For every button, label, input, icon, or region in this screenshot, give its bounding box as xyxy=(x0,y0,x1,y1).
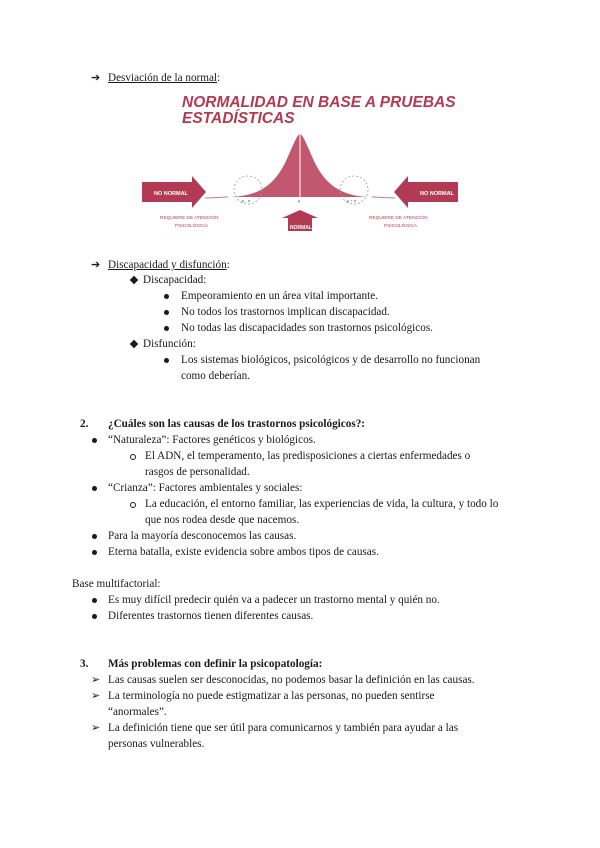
right-no-normal-label: NO NORMAL xyxy=(420,191,454,197)
left-caption-1: REQUIERE DE ATENCIÓN xyxy=(160,216,219,221)
tick-left: μ - σ xyxy=(242,198,251,203)
discapacidad-label: Discapacidad: xyxy=(143,274,207,286)
bell-curve-right-tail xyxy=(372,197,395,198)
crianza-sub-line2: que nos rodea desde que nacemos. xyxy=(145,514,300,526)
discapacidad-item-3: No todas las discapacidades son trastornos psicológicos. xyxy=(181,322,433,334)
section3-item-3-line2: personas vulnerables. xyxy=(108,738,205,750)
bullet-dot-icon xyxy=(92,486,97,491)
arrowhead-bullet-icon: ➢ xyxy=(91,674,101,686)
section2-bullet3: Para la mayoría desconocemos las causas. xyxy=(108,530,297,542)
base-item-1: Es muy difícil predecir quién va a padecer un trastorno mental y quién no. xyxy=(108,594,440,606)
bullet-dot-icon xyxy=(92,614,97,619)
bullet-dot-icon xyxy=(92,598,97,603)
center-normal-label: NORMAL xyxy=(290,225,312,231)
bullet-dot-icon xyxy=(164,310,169,315)
disfuncion-item-line2: como deberían. xyxy=(181,370,250,382)
bullet-dot-icon xyxy=(164,294,169,299)
circle-bullet-icon xyxy=(130,502,136,508)
right-caption-1: REQUIERE DE ATENCIÓN xyxy=(369,216,428,221)
arrowhead-bullet-icon: ➢ xyxy=(91,690,101,702)
tick-mid: μ xyxy=(298,198,301,203)
naturaleza-item: “Naturaleza”: Factores genéticos y biológicos. xyxy=(108,434,316,446)
arrowhead-bullet-icon: ➢ xyxy=(91,722,101,734)
circle-bullet-icon xyxy=(130,454,136,460)
figure-title-line1: NORMALIDAD EN BASE A PRUEBAS xyxy=(182,94,456,111)
left-no-normal-label: NO NORMAL xyxy=(154,191,188,197)
discapacidad-item-2: No todos los trastornos implican discapacidad. xyxy=(181,306,390,318)
section2-heading: ¿Cuáles son las causas de los trastornos psicológicos?: xyxy=(108,418,366,430)
section3-item-2-line1: La terminología no puede estigmatizar a las personas, no pueden sentirse xyxy=(108,690,435,702)
arrow-bullet-icon: ➔ xyxy=(91,259,101,271)
bell-curve-left-tail xyxy=(205,197,228,198)
diamond-bullet-icon xyxy=(130,340,138,348)
discapacidad-item-1: Empeoramiento en un área vital importante. xyxy=(181,290,378,302)
base-multifactorial-label: Base multifactorial: xyxy=(72,578,161,590)
bullet-dot-icon xyxy=(92,550,97,555)
normal-distribution-figure xyxy=(140,88,460,238)
arrow-bullet-icon: ➔ xyxy=(91,72,101,84)
section3-heading: Más problemas con definir la psicopatología: xyxy=(108,658,323,670)
section2-number: 2. xyxy=(80,418,89,430)
section2-bullet4: Eterna batalla, existe evidencia sobre ambos tipos de causas. xyxy=(108,546,379,558)
base-item-2: Diferentes trastornos tienen diferentes causas. xyxy=(108,610,314,622)
crianza-sub-line1: La educación, el entorno familiar, las experiencias de vida, la cultura, y todo lo xyxy=(145,498,499,510)
disfuncion-label: Disfunción: xyxy=(143,338,196,350)
section3-number: 3. xyxy=(80,658,89,670)
left-caption-2: PSICOLÓGICA xyxy=(175,224,209,229)
disfuncion-item-line1: Los sistemas biológicos, psicológicos y de desarrollo no funcionan xyxy=(181,354,481,366)
bullet-dot-icon xyxy=(92,534,97,539)
diamond-bullet-icon xyxy=(130,276,138,284)
section3-item-1: Las causas suelen ser desconocidas, no podemos basar la definición en las causas. xyxy=(108,674,475,686)
section3-item-3-line1: La definición tiene que ser útil para comunicarnos y también para ayudar a las xyxy=(108,722,459,734)
section-title-discapacidad: Discapacidad y disfunción: xyxy=(108,259,230,271)
naturaleza-sub-line2: rasgos de personalidad. xyxy=(145,466,250,478)
naturaleza-sub-line1: El ADN, el temperamento, las predisposiciones a ciertas enfermedades o xyxy=(145,450,471,462)
figure-title-line2: ESTADÍSTICAS xyxy=(182,110,295,127)
bullet-dot-icon xyxy=(164,326,169,331)
section-title-desviacion: Desviación de la normal: xyxy=(108,72,221,84)
right-caption-2: PSICOLÓGICA xyxy=(384,224,418,229)
section3-item-2-line2: “anormales”. xyxy=(108,706,167,718)
tick-right: μ + σ xyxy=(347,198,357,203)
bullet-dot-icon xyxy=(164,358,169,363)
bullet-dot-icon xyxy=(92,438,97,443)
crianza-item: “Crianza”: Factores ambientales y sociales: xyxy=(108,482,303,494)
